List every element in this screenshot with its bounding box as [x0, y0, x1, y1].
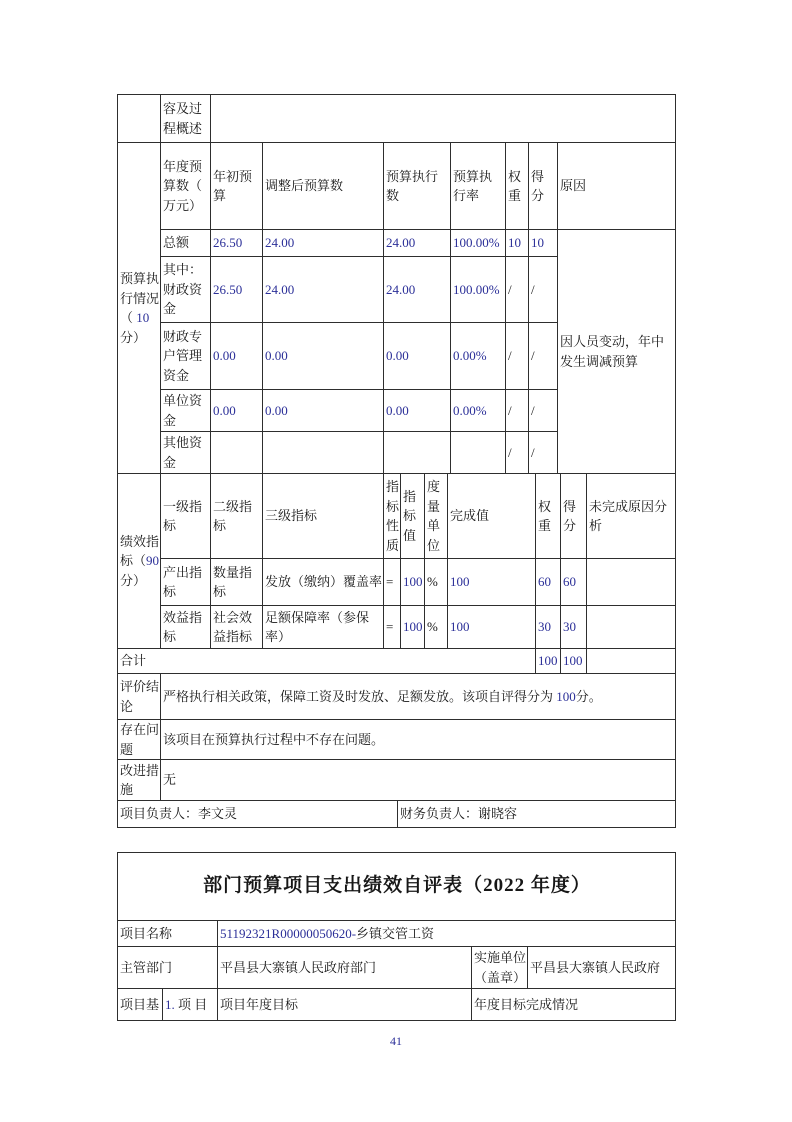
- table-row: [118, 230, 676, 257]
- continued-content-cell: [211, 95, 676, 143]
- continued-row-table: [117, 94, 676, 143]
- fiscal-weight: /: [506, 257, 529, 323]
- output-l2: 数量指标: [211, 559, 263, 606]
- header-annual-budget: 年度预算数（ 万元）: [161, 143, 211, 230]
- other-weight: /: [506, 432, 529, 474]
- problems-text: 该项目在预算执行过程中不存在问题。: [161, 720, 676, 760]
- table-row: [118, 674, 676, 720]
- table-row: [118, 921, 676, 947]
- header-reason: 原因: [558, 143, 676, 230]
- special-score: /: [529, 323, 558, 390]
- fiscal-initial: 26.50: [211, 257, 263, 323]
- total-weight: 10: [506, 230, 529, 257]
- other-executed: [384, 432, 451, 474]
- header-adjusted-budget: 调整后预算数: [263, 143, 384, 230]
- budget-section-label-pre: 预算执行情况（: [120, 271, 160, 325]
- conclusion-text-post: 分。: [575, 688, 602, 704]
- performance-indicators-section: [117, 473, 676, 649]
- total-label: 合计: [118, 649, 536, 674]
- fiscal-executed: 24.00: [384, 257, 451, 323]
- page-number: 41: [390, 1034, 402, 1048]
- benefit-unit: %: [425, 606, 448, 649]
- header-level1-indicator: 一级指标: [161, 474, 211, 559]
- project-title: 乡镇交管工资: [356, 925, 435, 941]
- table-row: [118, 606, 676, 649]
- total-score-sum: 100: [561, 649, 587, 674]
- output-target: 100: [401, 559, 425, 606]
- benefit-actual: 100: [448, 606, 536, 649]
- project-name-label: 项目名称: [118, 921, 218, 947]
- row-unit-funds-label: 单位资金: [161, 390, 211, 432]
- header-level3-indicator: 三级指标: [263, 474, 384, 559]
- budget-section-label-num: 10: [136, 310, 150, 325]
- performance-label-post: 分）: [120, 572, 147, 588]
- table-row: [118, 649, 676, 674]
- improvements-label: 改进措施: [118, 760, 161, 801]
- other-initial: [211, 432, 263, 474]
- budget-section-label-post: 分）: [120, 329, 147, 345]
- total-score: 10: [529, 230, 558, 257]
- benefit-analysis: [587, 606, 676, 649]
- department-table: [117, 946, 676, 989]
- conclusion-label: 评价结论: [118, 674, 161, 720]
- impl-unit-label: 实施单位（盖章）: [472, 947, 528, 989]
- conclusion-text-num: 100: [556, 688, 576, 704]
- benefit-score: 30: [561, 606, 587, 649]
- table2-title: 部门预算项目支出绩效自评表（2022 年度）: [118, 853, 676, 921]
- special-weight: /: [506, 323, 529, 390]
- basic-item-num: 1.: [165, 996, 175, 1012]
- table-row: [118, 989, 676, 1021]
- benefit-target: 100: [401, 606, 425, 649]
- annual-goal-label: 项目年度目标: [218, 989, 472, 1021]
- output-weight: 60: [536, 559, 561, 606]
- special-rate: 0.00%: [451, 323, 506, 390]
- total-row-table: [117, 648, 676, 674]
- row-total-label: 总额: [161, 230, 211, 257]
- project-name-value: [218, 921, 676, 947]
- output-analysis: [587, 559, 676, 606]
- unit-rate: 0.00%: [451, 390, 506, 432]
- continued-blank-cell: [118, 95, 161, 143]
- basic-item: [163, 989, 218, 1021]
- self-evaluation-table-continued: [117, 94, 675, 828]
- output-l3: 发放（缴纳）覆盖率: [263, 559, 384, 606]
- header-initial-budget: 年初预算: [211, 143, 263, 230]
- table-row: [118, 947, 676, 989]
- performance-label-num: 90: [146, 553, 160, 569]
- table-row: [118, 720, 676, 760]
- unit-score: /: [529, 390, 558, 432]
- project-basic-table: [117, 988, 676, 1021]
- project-manager-signature: 项目负责人：李文灵: [118, 801, 398, 828]
- project-name-table: [117, 920, 676, 947]
- table-row: [118, 559, 676, 606]
- table-row: [118, 801, 676, 828]
- total-rate: 100.00%: [451, 230, 506, 257]
- performance-section-label: [118, 474, 161, 649]
- header-score: 得分: [529, 143, 558, 230]
- problems-label: 存在问题: [118, 720, 161, 760]
- unit-weight: /: [506, 390, 529, 432]
- special-initial: 0.00: [211, 323, 263, 390]
- basic-item-text: 项 目: [174, 996, 208, 1012]
- header-uncompleted-analysis: 未完成原因分析: [587, 474, 676, 559]
- header-perf-score: 得分: [561, 474, 587, 559]
- fiscal-rate: 100.00%: [451, 257, 506, 323]
- goal-completion-label: 年度目标完成情况: [472, 989, 676, 1021]
- special-adjusted: 0.00: [263, 323, 384, 390]
- benefit-l3: 足额保障率（参保率）: [263, 606, 384, 649]
- output-nature: =: [384, 559, 401, 606]
- total-executed: 24.00: [384, 230, 451, 257]
- row-other-funds-label: 其他资金: [161, 432, 211, 474]
- header-completed-value: 完成值: [448, 474, 536, 559]
- benefit-weight: 30: [536, 606, 561, 649]
- total-adjusted: 24.00: [263, 230, 384, 257]
- output-unit: %: [425, 559, 448, 606]
- benefit-l2: 社会效益指标: [211, 606, 263, 649]
- improvements-text: 无: [161, 760, 676, 801]
- continued-label-cell: 容及过程概述: [161, 95, 211, 143]
- table-row: [118, 760, 676, 801]
- output-l1: 产出指标: [161, 559, 211, 606]
- total-weight-sum: 100: [536, 649, 561, 674]
- dept-value: 平昌县大寨镇人民政府部门: [218, 947, 472, 989]
- other-rate: [451, 432, 506, 474]
- unit-executed: 0.00: [384, 390, 451, 432]
- budget-section-label: [118, 143, 161, 474]
- unit-adjusted: 0.00: [263, 390, 384, 432]
- header-weight: 权重: [506, 143, 529, 230]
- benefit-nature: =: [384, 606, 401, 649]
- fiscal-adjusted: 24.00: [263, 257, 384, 323]
- impl-unit-value: 平昌县大寨镇人民政府: [528, 947, 676, 989]
- summary-rows-table: [117, 673, 676, 801]
- signatures-table: [117, 800, 676, 828]
- performance-label-pre: 绩效指标（: [120, 533, 160, 569]
- fiscal-score: /: [529, 257, 558, 323]
- output-actual: 100: [448, 559, 536, 606]
- self-evaluation-table-next: [117, 852, 675, 1021]
- header-level2-indicator: 二级指标: [211, 474, 263, 559]
- header-perf-weight: 权重: [536, 474, 561, 559]
- total-initial: 26.50: [211, 230, 263, 257]
- conclusion-text-pre: 严格执行相关政策，保障工资及时发放、足额发放。该项自评得分为: [163, 688, 557, 704]
- conclusion-text: [161, 674, 676, 720]
- header-indicator-nature: 指标性质: [384, 474, 401, 559]
- total-analysis: [587, 649, 676, 674]
- finance-manager-signature: 财务负责人：谢晓容: [398, 801, 676, 828]
- dept-label: 主管部门: [118, 947, 218, 989]
- benefit-l1: 效益指标: [161, 606, 211, 649]
- row-special-account-label: 财政专户管理资金: [161, 323, 211, 390]
- header-measure-unit: 度量单位: [425, 474, 448, 559]
- other-score: /: [529, 432, 558, 474]
- other-adjusted: [263, 432, 384, 474]
- header-indicator-value: 指标值: [401, 474, 425, 559]
- header-executed-amount: 预算执行数: [384, 143, 451, 230]
- basic-label: 项目基: [118, 989, 163, 1021]
- table2-title-table: [117, 852, 676, 921]
- header-execution-rate: 预算执行率: [451, 143, 506, 230]
- reason-note-cell: 因人员变动，年中发生调减预算: [558, 230, 676, 474]
- unit-initial: 0.00: [211, 390, 263, 432]
- row-fiscal-funds-label: 其中：财政资金: [161, 257, 211, 323]
- special-executed: 0.00: [384, 323, 451, 390]
- output-score: 60: [561, 559, 587, 606]
- project-code: 51192321R00000050620-: [220, 925, 357, 941]
- budget-execution-section: [117, 142, 676, 474]
